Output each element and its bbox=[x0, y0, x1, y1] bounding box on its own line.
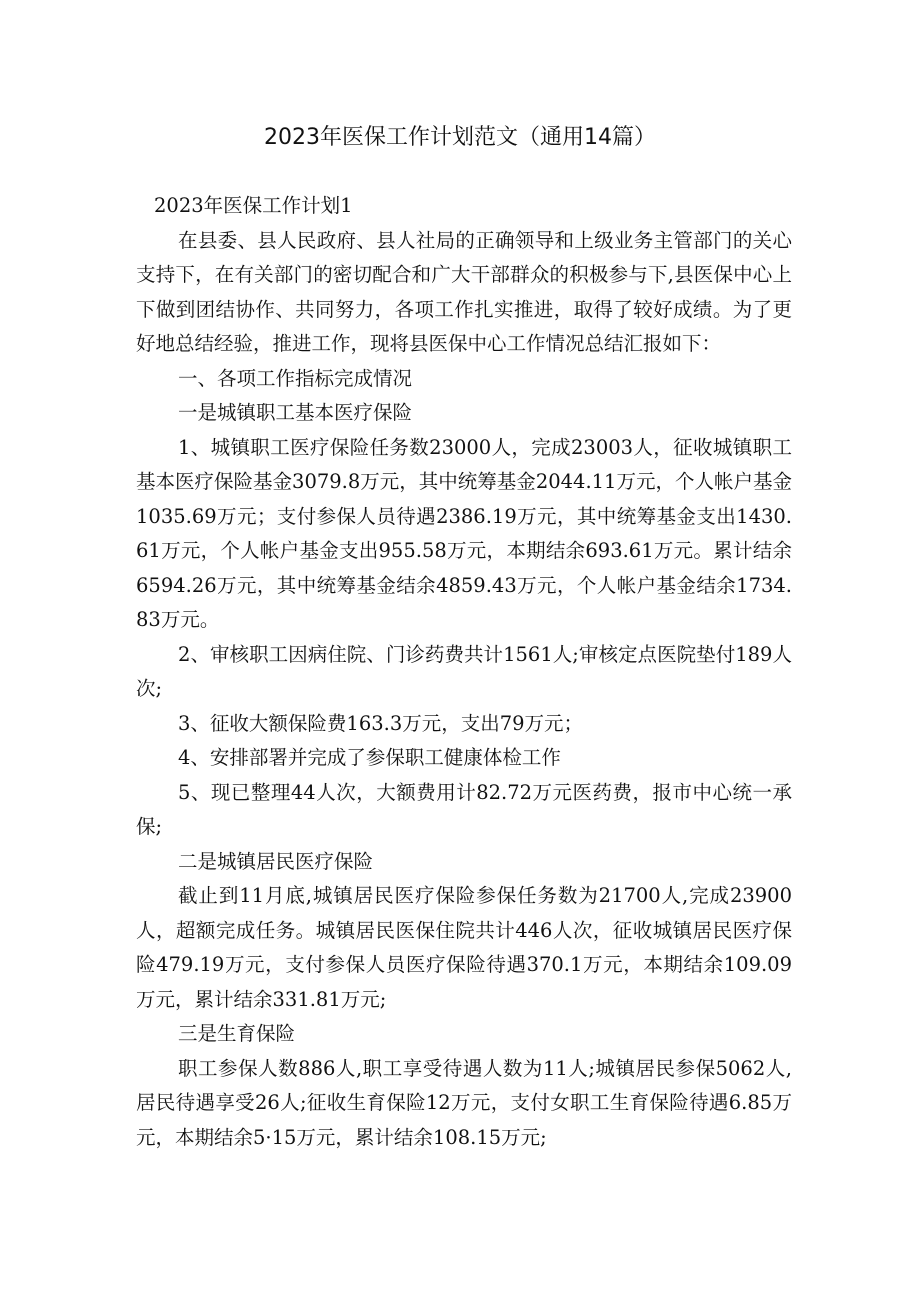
section-subtitle: 2023年医保工作计划1 bbox=[154, 194, 353, 217]
list-item: 5、现已整理44人次，大额费用计82.72万元医药费，报市中心统一承保; bbox=[136, 780, 792, 838]
subsection-heading: 三是生育保险 bbox=[178, 1022, 296, 1045]
list-item: 4、安排部署并完成了参保职工健康体检工作 bbox=[178, 746, 561, 769]
body-paragraph: 职工参保人数886人,职工享受待遇人数为11人;城镇居民参保5062人,居民待遇享受26人;征收生育保险12万元，支付女职工生育保险待遇6.85万元，本期结余5·15万元，累计结余108.15万元; bbox=[136, 1056, 792, 1149]
list-item: 3、征收大额保险费163.3万元，支出79万元； bbox=[178, 711, 584, 735]
document-title: 2023年医保工作计划范文（通用14篇） bbox=[264, 125, 656, 150]
subsection-heading: 一是城镇职工基本医疗保险 bbox=[178, 401, 413, 424]
body-paragraph: 截止到11月底,城镇居民医疗保险参保任务数为21700人,完成23900人，超额完成任务。城镇居民医保住院共计446人次，征收城镇居民医疗保险479.19万元，支付参保人员医疗保险待遇370.1万元，本期结余109.09万元，累计结余331.81万元; bbox=[136, 884, 792, 1011]
section-heading: 一、各项工作指标完成情况 bbox=[178, 366, 413, 390]
list-item: 1、城镇职工医疗保险任务数23000人，完成23003人，征收城镇职工基本医疗保险基金3079.8万元，其中统筹基金2044.11万元，个人帐户基金1035.69万元；支付参保人员待遇2386.19万元，其中统筹基金支出1430.61万元，个人帐户基金支出955.58万元，本期结余693.61万元。累计结余6594.26万元，其中统筹基金结余4859.43万元，个人帐户基金结余1734.83万元。 bbox=[136, 435, 792, 631]
subsection-heading: 二是城镇居民医疗保险 bbox=[178, 849, 374, 873]
document-body bbox=[136, 189, 792, 1155]
intro-paragraph: 在县委、县人民政府、县人社局的正确领导和上级业务主管部门的关心支持下，在有关部门的密切配合和广大干部群众的积极参与下,县医保中心上下做到团结协作、共同努力，各项工作扎实推进，取得了较好成绩。为了更好地总结经验，推进工作，现将县医保中心工作情况总结汇报如下： bbox=[136, 228, 792, 355]
list-item: 2、审核职工因病住院、门诊药费共计1561人;审核定点医院垫付189人次; bbox=[136, 642, 792, 700]
